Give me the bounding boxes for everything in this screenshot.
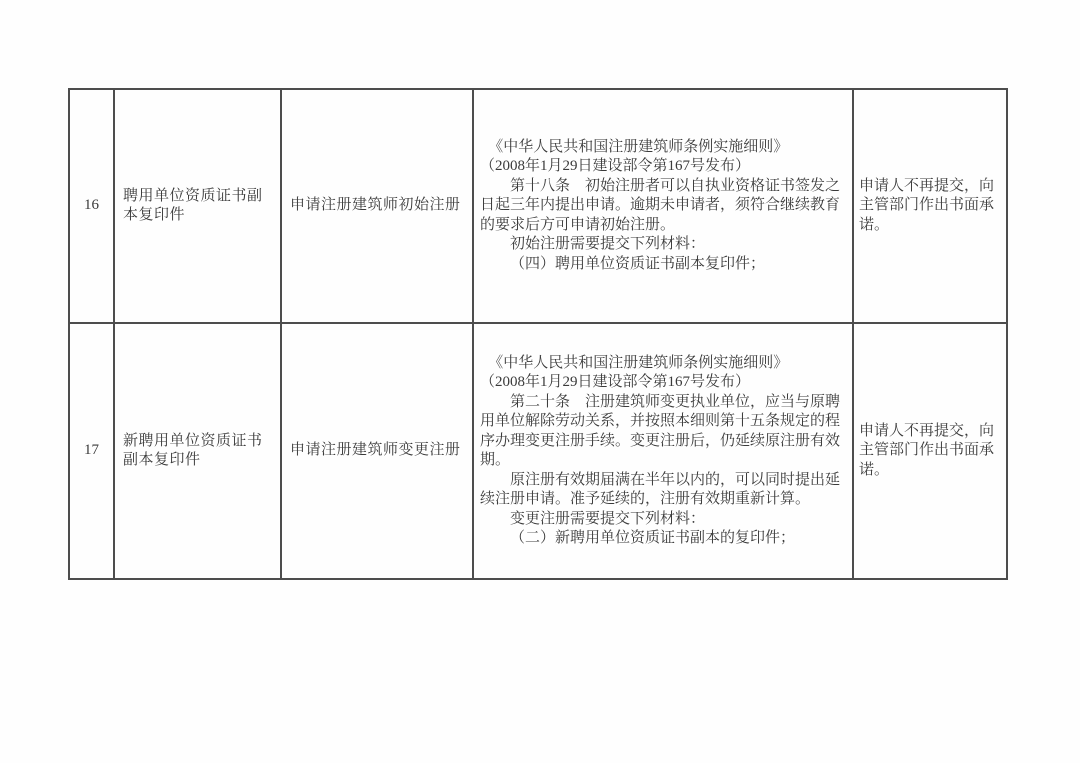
legal-paragraph: 初始注册需要提交下列材料： [510,236,706,253]
legal-paragraph: 第二十条 注册建筑师变更执业单位，应当与原聘用单位解除劳动关系，并按照本细则第十五条规定的程序办理变更注册手续。变更注册后，仍延续原注册有效期。 [480,393,841,468]
legal-paragraph: 《中华人民共和国注册建筑师条例实施细则》 [488,354,789,371]
purpose-cell: 申请注册建筑师变更注册 [281,323,473,579]
legal-paragraph: （2008年1月29日建设部令第167号发布） [480,374,751,390]
material-name-cell: 聘用单位资质证书副本复印件 [114,89,281,323]
table-row [69,323,1007,579]
legal-paragraph: 《中华人民共和国注册建筑师条例实施细则》 [488,138,789,155]
legal-paragraph: 第十八条 初始注册者可以自执业资格证书签发之日起三年内提出申请。逾期未申请者，须符合继续教育的要求后方可申请初始注册。 [480,177,841,233]
legal-paragraph: 变更注册需要提交下列材料： [510,510,706,527]
legal-basis-cell [473,89,853,323]
legal-basis-cell [473,323,853,579]
row-number-cell: 17 [69,323,114,579]
material-name-cell: 新聘用单位资质证书副本复印件 [114,323,281,579]
purpose-cell: 申请注册建筑师初始注册 [281,89,473,323]
legal-paragraph: （四）聘用单位资质证书副本复印件； [510,255,766,272]
note-cell: 申请人不再提交，向主管部门作出书面承诺。 [853,89,1007,323]
legal-paragraph: 原注册有效期届满在半年以内的，可以同时提出延续注册申请。准予延续的，注册有效期重新计算。 [480,471,841,507]
row-number-cell: 16 [69,89,114,323]
materials-table-wrap [68,88,1008,580]
materials-table [68,88,1008,580]
table-row [69,89,1007,323]
legal-paragraph: （二）新聘用单位资质证书副本的复印件； [510,530,796,546]
note-cell: 申请人不再提交，向主管部门作出书面承诺。 [853,323,1007,579]
legal-paragraph: （2008年1月29日建设部令第167号发布） [480,158,751,175]
